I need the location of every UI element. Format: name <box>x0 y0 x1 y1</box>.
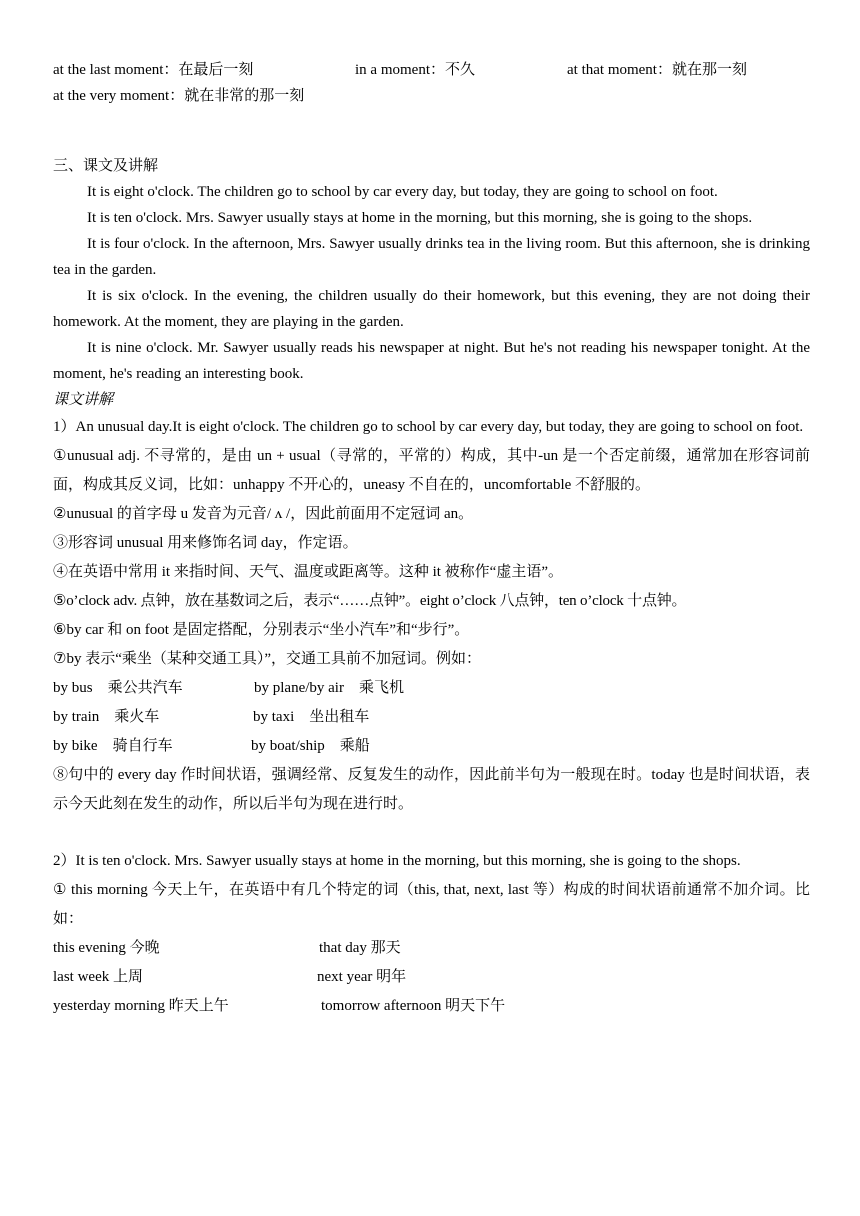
item1-point-3: ③形容词 unusual 用来修饰名词 day，作定语。 <box>53 535 358 551</box>
time-word-tomorrow-afternoon: tomorrow afternoon 明天下午 <box>321 998 506 1014</box>
item1-point-6: ⑥by car 和 on foot 是固定搭配，分别表示“坐小汽车”和“步行”。 <box>53 622 470 638</box>
document-page <box>53 57 810 1021</box>
transport-row-3 <box>53 732 810 761</box>
item1-point-5: ⑤o’clock adv. 点钟，放在基数词之后，表示“……点钟”。eight o’clock 八点钟，ten o’clock 十点钟。 <box>53 593 687 609</box>
text-paragraph-1: It is eight o'clock. The children go to school by car every day, but today, they are going to school on foot. <box>87 184 718 200</box>
phrase-in-a-moment: in a moment：不久 <box>355 62 475 78</box>
phrase-row-1 <box>53 57 810 83</box>
item1-point-4: ④在英语中常用 it 来指时间、天气、温度或距离等。这种 it 被称作“虚主语”。 <box>53 564 563 580</box>
transport-taxi: by taxi 坐出租车 <box>253 709 370 725</box>
time-word-yesterday-morning: yesterday morning 昨天上午 <box>53 998 229 1014</box>
item2-sentence: 2）It is ten o'clock. Mrs. Sawyer usually stays at home in the morning, but this morning, she is going to the shops. <box>53 853 741 869</box>
phrase-row-2: at the very moment：就在非常的那一刻 <box>53 88 305 104</box>
text-paragraph-4: It is six o'clock. In the evening, the children usually do their homework, but this evening, they are not doing their homework. At the moment, they are playing in the garden. <box>53 288 810 330</box>
item1-point-2: ②unusual 的首字母 u 发音为元音/ ʌ /，因此前面用不定冠词 an。 <box>53 506 474 522</box>
explain-heading: 课文讲解 <box>53 392 114 408</box>
text-paragraph-3: It is four o'clock. In the afternoon, Mrs. Sawyer usually drinks tea in the living room. But this afternoon, she is drinking tea in the garden. <box>53 236 810 278</box>
text-paragraph-2: It is ten o'clock. Mrs. Sawyer usually stays at home in the morning, but this morning, she is going to the shops. <box>87 210 753 226</box>
transport-plane: by plane/by air 乘飞机 <box>254 680 404 696</box>
transport-bike: by bike 骑自行车 <box>53 738 173 754</box>
transport-bus: by bus 乘公共汽车 <box>53 680 183 696</box>
section-title: 三、课文及讲解 <box>53 158 159 174</box>
item1-sentence: 1）An unusual day.It is eight o'clock. The children go to school by car every day, but today, they are going to school on foot. <box>53 419 804 435</box>
time-word-next-year: next year 明年 <box>317 969 407 985</box>
time-word-row-2 <box>53 963 810 992</box>
item2-point-1: ① this morning 今天上午，在英语中有几个特定的词（this, that, next, last 等）构成的时间状语前通常不加介词。比如： <box>53 882 810 927</box>
item1-point-1: ①unusual adj. 不寻常的，是由 un + usual（寻常的，平常的）构成，其中-un 是一个否定前缀，通常加在形容词前面，构成其反义词，比如：unhappy 不开心的，uneasy 不自在的，uncomfortable 不舒服的。 <box>53 448 810 493</box>
phrase-last-moment: at the last moment：在最后一刻 <box>53 62 254 78</box>
transport-row-2 <box>53 703 810 732</box>
item1-point-7: ⑦by 表示“乘坐（某种交通工具）”，交通工具前不加冠词。例如： <box>53 651 482 667</box>
time-word-last-week: last week 上周 <box>53 969 143 985</box>
phrase-at-that-moment: at that moment：就在那一刻 <box>567 62 747 78</box>
time-word-that-day: that day 那天 <box>319 940 401 956</box>
transport-boat: by boat/ship 乘船 <box>251 738 370 754</box>
transport-train: by train 乘火车 <box>53 709 160 725</box>
transport-row-1 <box>53 674 810 703</box>
time-word-this-evening: this evening 今晚 <box>53 940 160 956</box>
time-word-row-3 <box>53 992 810 1021</box>
text-paragraph-5: It is nine o'clock. Mr. Sawyer usually reads his newspaper at night. But he's not reading his newspaper tonight. At the moment, he's reading an interesting book. <box>53 340 810 382</box>
item1-point-8: ⑧句中的 every day 作时间状语，强调经常、反复发生的动作，因此前半句为一般现在时。today 也是时间状语，表示今天此刻在发生的动作，所以后半句为现在进行时。 <box>53 767 810 812</box>
time-word-row-1 <box>53 934 810 963</box>
